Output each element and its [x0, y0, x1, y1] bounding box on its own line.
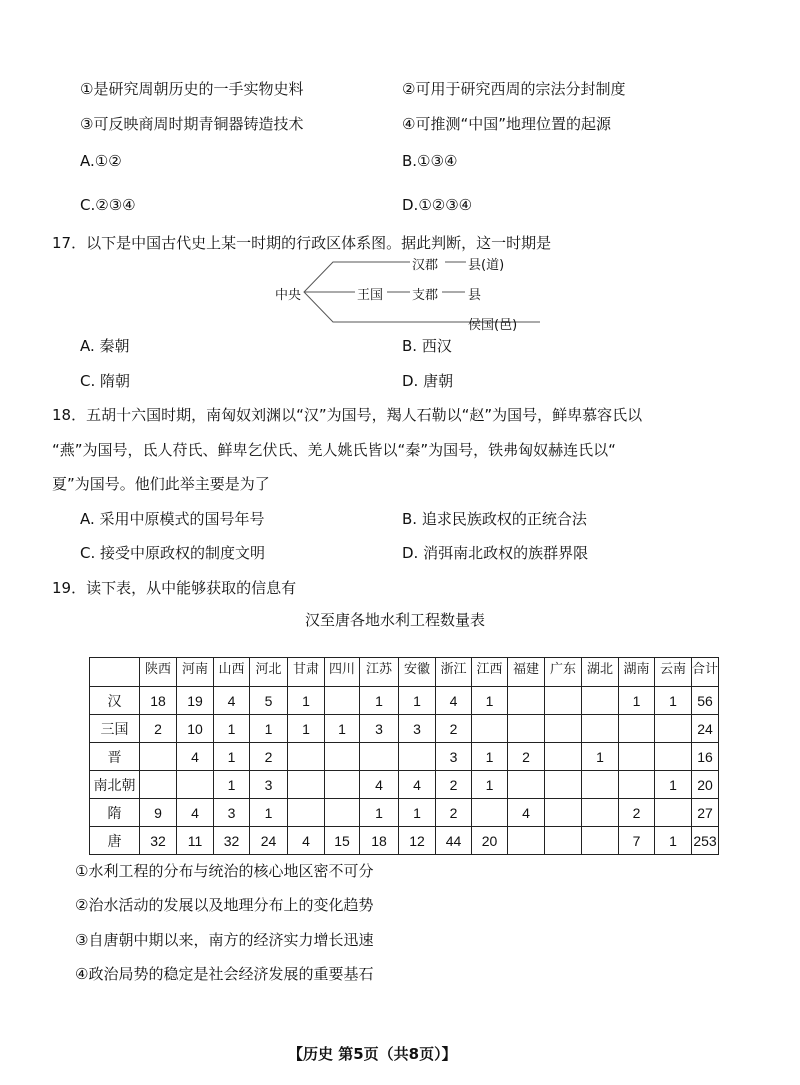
table-cell: 2 — [250, 743, 288, 771]
table-cell — [288, 743, 325, 771]
table-cell — [472, 715, 508, 743]
table-cell: 2 — [436, 771, 472, 799]
q16-choice-d: D.①②③④ — [402, 196, 473, 214]
q18-choice-b: B. 追求民族政权的正统合法 — [402, 510, 587, 528]
q16-choice-b: B.①③④ — [402, 152, 458, 170]
q19-statement-4: ④政治局势的稳定是社会经济发展的重要基石 — [75, 965, 374, 983]
table-cell — [619, 743, 655, 771]
table-cell: 1 — [582, 743, 619, 771]
table-cell: 18 — [360, 827, 399, 855]
table-cell: 1 — [325, 715, 360, 743]
table-cell: 19 — [177, 687, 214, 715]
table-cell: 4 — [360, 771, 399, 799]
table-cell: 1 — [655, 827, 692, 855]
table-cell: 2 — [619, 799, 655, 827]
table-header-cell: 江西 — [472, 658, 508, 687]
table-row-label: 三国 — [90, 715, 140, 743]
table-cell — [325, 687, 360, 715]
table-cell: 253 — [692, 827, 719, 855]
table-row-label: 隋 — [90, 799, 140, 827]
q19-statement-3: ③自唐朝中期以来，南方的经济实力增长迅速 — [75, 931, 374, 949]
table-cell — [325, 771, 360, 799]
table-cell — [545, 687, 582, 715]
table-cell: 2 — [508, 743, 545, 771]
q17-choice-c: C. 隋朝 — [80, 372, 131, 390]
table-row — [90, 827, 719, 855]
table-cell: 1 — [288, 687, 325, 715]
table-cell: 1 — [360, 687, 399, 715]
q16-option-3: ③可反映商周时期青铜器铸造技术 — [80, 115, 304, 133]
table-cell: 1 — [472, 687, 508, 715]
q19-stem: 19．读下表，从中能够获取的信息有 — [52, 579, 297, 597]
table-header-row — [90, 658, 719, 687]
q17-choice-a: A. 秦朝 — [80, 337, 130, 355]
table-row — [90, 687, 719, 715]
q19-statement-1: ①水利工程的分布与统治的核心地区密不可分 — [75, 862, 374, 880]
table-cell — [288, 771, 325, 799]
table-cell: 32 — [140, 827, 177, 855]
table-cell — [399, 743, 436, 771]
table-cell — [545, 827, 582, 855]
table-header-cell: 江苏 — [360, 658, 399, 687]
diagram-xian: 县 — [468, 288, 482, 303]
table-cell — [582, 771, 619, 799]
table-cell: 16 — [692, 743, 719, 771]
table-header-cell: 河南 — [177, 658, 214, 687]
table-cell: 2 — [140, 715, 177, 743]
table-cell — [508, 715, 545, 743]
q18-stem-line2: “燕”为国号，氐人苻氏、鲜卑乞伏氏、羌人姚氏皆以“秦”为国号，铁弗匈奴赫连氏以“ — [52, 441, 616, 459]
q19-statement-2: ②治水活动的发展以及地理分布上的变化趋势 — [75, 896, 374, 914]
table-cell — [508, 687, 545, 715]
q16-choice-a: A.①② — [80, 152, 122, 170]
table-row — [90, 771, 719, 799]
table-cell: 1 — [619, 687, 655, 715]
table-cell — [508, 827, 545, 855]
table-cell: 15 — [325, 827, 360, 855]
table-cell: 4 — [177, 799, 214, 827]
table-cell — [360, 743, 399, 771]
table-cell: 24 — [250, 827, 288, 855]
table-cell — [545, 743, 582, 771]
table-cell — [582, 687, 619, 715]
table-cell: 32 — [214, 827, 250, 855]
table-header-cell: 四川 — [325, 658, 360, 687]
diagram-han-jun: 汉郡 — [412, 258, 439, 273]
table-header-cell: 湖北 — [582, 658, 619, 687]
q18-choice-a: A. 采用中原模式的国号年号 — [80, 510, 265, 528]
table-cell: 1 — [250, 715, 288, 743]
table-cell: 10 — [177, 715, 214, 743]
q16-option-4: ④可推测“中国”地理位置的起源 — [402, 115, 611, 133]
table-cell: 4 — [288, 827, 325, 855]
table-row-label: 南北朝 — [90, 771, 140, 799]
table-cell: 3 — [360, 715, 399, 743]
table-header-cell: 安徽 — [399, 658, 436, 687]
table-cell — [472, 799, 508, 827]
q16-option-1: ①是研究周朝历史的一手实物史料 — [80, 80, 304, 98]
table-header-cell: 山西 — [214, 658, 250, 687]
table-cell: 4 — [177, 743, 214, 771]
table-cell: 1 — [214, 771, 250, 799]
q17-choice-d: D. 唐朝 — [402, 372, 454, 390]
table-cell — [582, 715, 619, 743]
table-header-cell: 浙江 — [436, 658, 472, 687]
table-cell: 1 — [655, 771, 692, 799]
table-row-label: 汉 — [90, 687, 140, 715]
table-row-label: 晋 — [90, 743, 140, 771]
q18-choice-d: D. 消弭南北政权的族群界限 — [402, 544, 589, 562]
table-cell: 3 — [399, 715, 436, 743]
table-cell: 1 — [288, 715, 325, 743]
table-cell: 11 — [177, 827, 214, 855]
table-cell: 18 — [140, 687, 177, 715]
table-header-cell: 陕西 — [140, 658, 177, 687]
table-cell — [582, 827, 619, 855]
page-footer: 【历史 第5页（共8页）】 — [288, 1045, 457, 1063]
table-cell: 1 — [655, 687, 692, 715]
table-cell: 2 — [436, 715, 472, 743]
table-cell: 1 — [360, 799, 399, 827]
table-row — [90, 799, 719, 827]
diagram-xian-dao: 县(道) — [468, 258, 505, 273]
diagram-zhijun: 支郡 — [412, 288, 439, 303]
q17-choice-b: B. 西汉 — [402, 337, 452, 355]
table-cell — [545, 771, 582, 799]
table-cell: 1 — [214, 715, 250, 743]
table-cell: 1 — [214, 743, 250, 771]
table-cell — [288, 799, 325, 827]
diagram-houguo: 侯国(邑) — [468, 318, 518, 333]
table-cell: 7 — [619, 827, 655, 855]
table-cell — [655, 743, 692, 771]
table-header-cell — [90, 658, 140, 687]
table-cell — [177, 771, 214, 799]
table-cell: 2 — [436, 799, 472, 827]
table-cell — [325, 799, 360, 827]
table-cell — [545, 715, 582, 743]
table-header-cell: 云南 — [655, 658, 692, 687]
table-cell: 1 — [472, 771, 508, 799]
table-cell: 44 — [436, 827, 472, 855]
table-cell: 3 — [250, 771, 288, 799]
table-cell: 4 — [436, 687, 472, 715]
table-cell — [545, 799, 582, 827]
table-cell — [619, 771, 655, 799]
table-cell — [655, 715, 692, 743]
table-cell: 4 — [399, 771, 436, 799]
diagram-wangguo: 王国 — [357, 288, 384, 303]
table-cell: 27 — [692, 799, 719, 827]
table-cell: 1 — [399, 799, 436, 827]
q17-stem: 17．以下是中国古代史上某一时期的行政区体系图。据此判断，这一时期是 — [52, 234, 552, 252]
table-cell: 1 — [399, 687, 436, 715]
table-cell — [655, 799, 692, 827]
table-cell: 9 — [140, 799, 177, 827]
table-cell: 20 — [472, 827, 508, 855]
table-cell — [582, 799, 619, 827]
table-cell — [619, 715, 655, 743]
table-cell: 56 — [692, 687, 719, 715]
table-header-cell: 合计 — [692, 658, 719, 687]
table-header-cell: 广东 — [545, 658, 582, 687]
table-row-label: 唐 — [90, 827, 140, 855]
table-header-cell: 河北 — [250, 658, 288, 687]
table-cell — [508, 771, 545, 799]
table-row — [90, 743, 719, 771]
table-cell: 4 — [214, 687, 250, 715]
q18-stem-line1: 18．五胡十六国时期，南匈奴刘渊以“汉”为国号，羯人石勒以“赵”为国号，鲜卑慕容氏以 — [52, 406, 643, 424]
table-cell: 3 — [436, 743, 472, 771]
table-cell: 5 — [250, 687, 288, 715]
water-projects-table — [89, 657, 719, 855]
q18-stem-line3: 夏”为国号。他们此举主要是为了 — [52, 475, 270, 493]
q16-option-2: ②可用于研究西周的宗法分封制度 — [402, 80, 626, 98]
table-header-cell: 甘肃 — [288, 658, 325, 687]
table-cell: 24 — [692, 715, 719, 743]
table-cell: 20 — [692, 771, 719, 799]
table-cell — [140, 743, 177, 771]
table-row — [90, 715, 719, 743]
table-title: 汉至唐各地水利工程数量表 — [305, 611, 486, 629]
table-cell — [325, 743, 360, 771]
table-header-cell: 福建 — [508, 658, 545, 687]
table-cell: 4 — [508, 799, 545, 827]
table-cell: 3 — [214, 799, 250, 827]
table-cell: 1 — [250, 799, 288, 827]
table-cell: 12 — [399, 827, 436, 855]
table-cell: 1 — [472, 743, 508, 771]
q16-choice-c: C.②③④ — [80, 196, 136, 214]
table-header-cell: 湖南 — [619, 658, 655, 687]
diagram-root: 中央 — [275, 288, 302, 303]
table-cell — [140, 771, 177, 799]
q18-choice-c: C. 接受中原政权的制度文明 — [80, 544, 266, 562]
